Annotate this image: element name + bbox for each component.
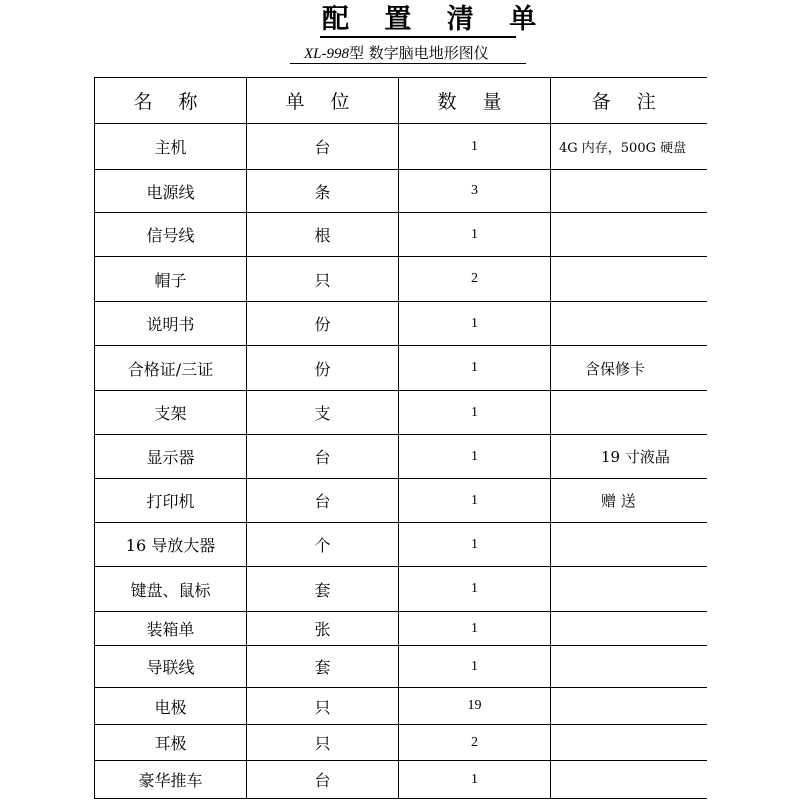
- cell-note: [551, 567, 707, 612]
- cell-note: [551, 646, 707, 688]
- table-row: [95, 479, 707, 523]
- cell-unit: 份: [247, 346, 399, 391]
- cell-name: 16 导放大器: [95, 523, 247, 567]
- title-underline: [320, 36, 516, 38]
- cell-name: 帽子: [95, 257, 247, 302]
- cell-note: 含保修卡: [551, 346, 707, 391]
- document-title-block: [0, 0, 800, 44]
- table-row: [95, 646, 707, 688]
- cell-quantity: 1: [399, 391, 551, 435]
- cell-quantity: 1: [399, 523, 551, 567]
- cell-note: 赠 送: [551, 479, 707, 523]
- cell-unit: 台: [247, 761, 399, 799]
- configuration-table: [94, 77, 707, 799]
- cell-quantity: 1: [399, 124, 551, 170]
- table-row: [95, 302, 707, 346]
- subtitle-underline: [290, 63, 526, 64]
- header-note: 备 注: [551, 78, 707, 124]
- cell-note: [551, 523, 707, 567]
- cell-note: [551, 391, 707, 435]
- subtitle-description: 型 数字脑电地形图仪: [349, 44, 489, 62]
- cell-quantity: 2: [399, 725, 551, 761]
- table-row: [95, 257, 707, 302]
- cell-quantity: 1: [399, 213, 551, 257]
- cell-name: 键盘、鼠标: [95, 567, 247, 612]
- header-unit: 单 位: [247, 78, 399, 124]
- cell-quantity: 3: [399, 170, 551, 213]
- table-row: [95, 391, 707, 435]
- cell-name: 耳极: [95, 725, 247, 761]
- cell-unit: 只: [247, 688, 399, 725]
- cell-quantity: 19: [399, 688, 551, 725]
- cell-name: 显示器: [95, 435, 247, 479]
- cell-note: [551, 170, 707, 213]
- table-row: [95, 761, 707, 799]
- table-row: [95, 725, 707, 761]
- cell-note: [551, 612, 707, 646]
- cell-name: 电极: [95, 688, 247, 725]
- cell-quantity: 1: [399, 761, 551, 799]
- subtitle: [304, 44, 489, 63]
- cell-name: 合格证/三证: [95, 346, 247, 391]
- cell-quantity: 1: [399, 612, 551, 646]
- table-header-row: [95, 78, 707, 124]
- cell-note: [551, 257, 707, 302]
- table-row: [95, 124, 707, 170]
- cell-name: 主机: [95, 124, 247, 170]
- cell-note: 4G 内存，500G 硬盘: [551, 124, 707, 170]
- cell-note: [551, 688, 707, 725]
- cell-name: 打印机: [95, 479, 247, 523]
- cell-quantity: 2: [399, 257, 551, 302]
- cell-unit: 台: [247, 479, 399, 523]
- cell-note: [551, 761, 707, 799]
- table-row: [95, 688, 707, 725]
- cell-quantity: 1: [399, 435, 551, 479]
- page-title: 配 置 清 单: [322, 4, 550, 35]
- cell-unit: 个: [247, 523, 399, 567]
- cell-unit: 只: [247, 725, 399, 761]
- cell-name: 装箱单: [95, 612, 247, 646]
- header-name: 名 称: [95, 78, 247, 124]
- cell-name: 说明书: [95, 302, 247, 346]
- cell-quantity: 1: [399, 567, 551, 612]
- table-row: [95, 612, 707, 646]
- cell-unit: 支: [247, 391, 399, 435]
- cell-quantity: 1: [399, 646, 551, 688]
- cell-unit: 套: [247, 567, 399, 612]
- cell-unit: 条: [247, 170, 399, 213]
- cell-note: [551, 725, 707, 761]
- cell-unit: 根: [247, 213, 399, 257]
- cell-name: 电源线: [95, 170, 247, 213]
- subtitle-block: [290, 44, 530, 64]
- cell-quantity: 1: [399, 479, 551, 523]
- cell-quantity: 1: [399, 302, 551, 346]
- cell-name: 支架: [95, 391, 247, 435]
- table-row: [95, 567, 707, 612]
- table-row: [95, 170, 707, 213]
- table-row: [95, 435, 707, 479]
- cell-name: 信号线: [95, 213, 247, 257]
- cell-unit: 台: [247, 435, 399, 479]
- cell-quantity: 1: [399, 346, 551, 391]
- cell-unit: 台: [247, 124, 399, 170]
- cell-name: 导联线: [95, 646, 247, 688]
- cell-name: 豪华推车: [95, 761, 247, 799]
- cell-note: 19 寸液晶: [551, 435, 707, 479]
- table-row: [95, 523, 707, 567]
- cell-unit: 套: [247, 646, 399, 688]
- cell-unit: 份: [247, 302, 399, 346]
- cell-note: [551, 302, 707, 346]
- header-quantity: 数 量: [399, 78, 551, 124]
- cell-note: [551, 213, 707, 257]
- cell-unit: 张: [247, 612, 399, 646]
- table-row: [95, 346, 707, 391]
- subtitle-model: XL-998: [304, 46, 349, 62]
- cell-unit: 只: [247, 257, 399, 302]
- table-row: [95, 213, 707, 257]
